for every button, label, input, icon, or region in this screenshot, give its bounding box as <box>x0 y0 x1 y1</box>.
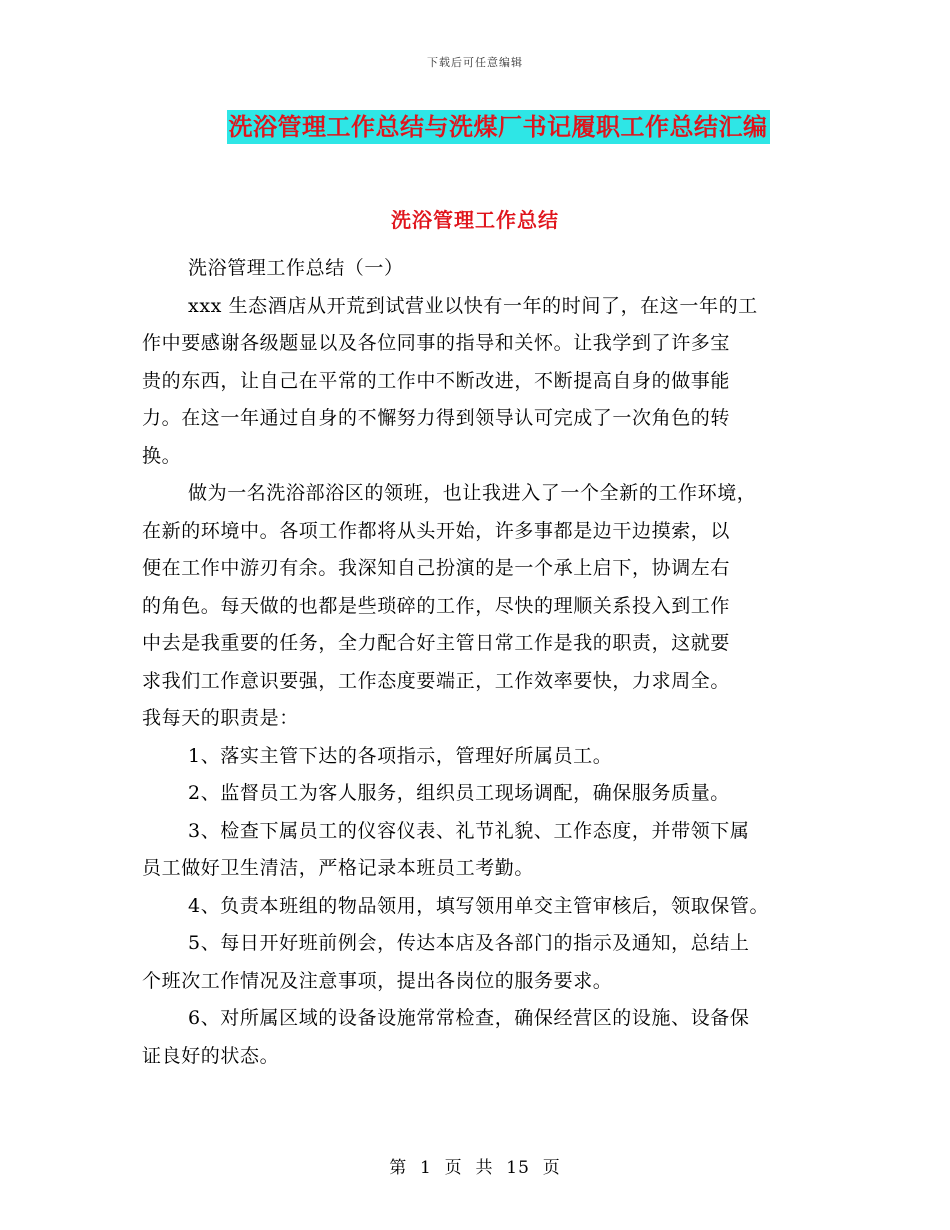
subheading: 洗浴管理工作总结（一） <box>188 257 404 279</box>
list-item: 5、每日开好班前例会，传达本店及各部门的指示及通知，总结上 <box>188 932 750 954</box>
list-item-continued: 个班次工作情况及注意事项，提出各岗位的服务要求。 <box>142 969 613 992</box>
main-title-wrap <box>0 110 950 144</box>
paragraph-line: 我每天的职责是： <box>142 707 299 729</box>
body-text <box>142 250 822 1075</box>
paragraph-line: 求我们工作意识要强，工作态度要端正，工作效率要快，力求周全。 <box>142 669 731 692</box>
list-item: 1、落实主管下达的各项指示，管理好所属员工。 <box>188 744 613 767</box>
list-item-continued: 员工做好卫生清洁，严格记录本班员工考勤。 <box>142 857 535 879</box>
section-title: 洗浴管理工作总结 <box>391 208 559 232</box>
list-item: 6、对所属区域的设备设施常常检查，确保经营区的设施、设备保 <box>188 1007 750 1029</box>
paragraph-line: 作中要感谢各级题显以及各位同事的指导和关怀。让我学到了许多宝 <box>142 332 731 354</box>
page-number: 第 1 页 共 15 页 <box>389 1158 561 1178</box>
paragraph-line: xxx 生态酒店从开荒到试营业以快有一年的时间了，在这一年的工 <box>188 294 758 317</box>
list-item: 2、监督员工为客人服务，组织员工现场调配，确保服务质量。 <box>188 782 730 804</box>
paragraph-line: 在新的环境中。各项工作都将从头开始，许多事都是边干边摸索，以 <box>142 519 731 542</box>
paragraph-line: 做为一名洗浴部浴区的领班，也让我进入了一个全新的工作环境， <box>188 482 757 504</box>
paragraph-line: 的角色。每天做的也都是些琐碎的工作，尽快的理顺关系投入到工作 <box>142 594 731 617</box>
paragraph-line: 换。 <box>142 444 182 467</box>
list-item: 4、负责本班组的物品领用，填写领用单交主管审核后，领取保管。 <box>188 894 770 917</box>
paragraph-line: 力。在这一年通过自身的不懈努力得到领导认可完成了一次角色的转 <box>142 407 731 429</box>
paragraph-line: 中去是我重要的任务，全力配合好主管日常工作是我的职责，这就要 <box>142 632 731 654</box>
paragraph-line: 便在工作中游刃有余。我深知自己扮演的是一个承上启下，协调左右 <box>142 557 731 579</box>
main-title: 洗浴管理工作总结与洗煤厂书记履职工作总结汇编 <box>227 110 770 144</box>
header-note: 下载后可任意编辑 <box>427 56 523 69</box>
page-footer <box>0 1153 950 1178</box>
list-item: 3、检查下属员工的仪容仪表、礼节礼貌、工作态度，并带领下属 <box>188 819 750 842</box>
list-item-continued: 证良好的状态。 <box>142 1044 280 1067</box>
paragraph-line: 贵的东西，让自己在平常的工作中不断改进，不断提高自身的做事能 <box>142 369 731 392</box>
